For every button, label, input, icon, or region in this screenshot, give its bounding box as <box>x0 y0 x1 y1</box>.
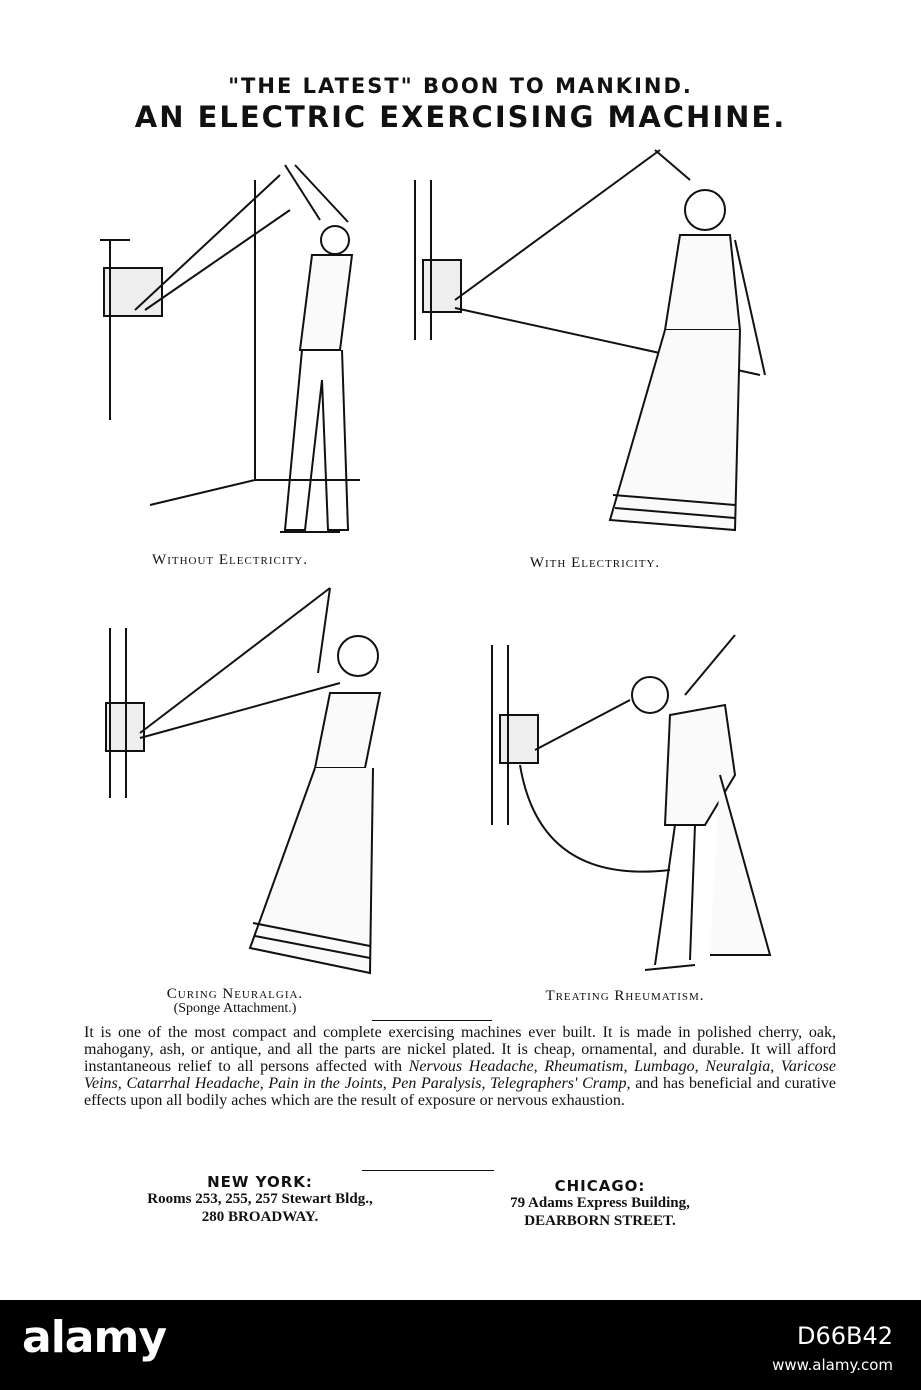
divider-top <box>372 1020 492 1021</box>
headline-electric-machine: AN ELECTRIC EXERCISING MACHINE. <box>134 100 787 134</box>
description-outro: and has beneficial and curative effects upon all bodily aches which are the result of exposure or nervous exhaustion. <box>84 1075 837 1109</box>
divider-bottom <box>362 1170 494 1171</box>
watermark-url: www.alamy.com <box>772 1356 893 1374</box>
watermark-image-id: D66B42 <box>796 1322 893 1350</box>
caption-curing-neuralgia: Curing Neuralgia. <box>166 986 304 1002</box>
caption-without-electricity: Without Electricity. <box>152 552 308 568</box>
description-intro: It is one of the most compact and complete exercising machines ever built. It is made in polished cherry, oak, mahogany, ash, or antique, and all the parts are nickel plated. It is cheap, ornamental, and durable. It will afford instantaneous relief to all persons affected with <box>84 1024 836 1075</box>
illustration-treating-rheumatism <box>480 625 780 985</box>
address-ny-city: NEW YORK: <box>207 1173 313 1191</box>
address-ny-line2: 280 BROADWAY. <box>201 1209 319 1225</box>
subcaption-sponge-attachment: (Sponge Attachment.) <box>173 1001 297 1016</box>
watermark-logo: alamy <box>22 1312 166 1363</box>
headline-latest-boon: "THE LATEST" BOON TO MANKIND. <box>228 74 693 98</box>
address-chicago-line2: DEARBORN STREET. <box>524 1213 676 1229</box>
address-chicago-city: CHICAGO: <box>554 1177 646 1195</box>
description-ailments: Nervous Headache, Rheumatism, Lumbago, Neuralgia, Varicose Veins, Catarrhal Headache, Pain in the Joints, Pen Paralysis, Telegraphers' Cramp, <box>84 1058 836 1092</box>
description-paragraph <box>84 1024 836 1109</box>
illustration-without-electricity <box>90 150 380 550</box>
caption-treating-rheumatism: Treating Rheumatism. <box>545 988 705 1004</box>
illustration-with-electricity <box>405 140 785 550</box>
caption-with-electricity: With Electricity. <box>529 555 661 571</box>
address-chicago-line1: 79 Adams Express Building, <box>510 1195 690 1211</box>
address-ny-line1: Rooms 253, 255, 257 Stewart Bldg., <box>147 1191 373 1207</box>
illustration-curing-neuralgia <box>90 578 410 983</box>
